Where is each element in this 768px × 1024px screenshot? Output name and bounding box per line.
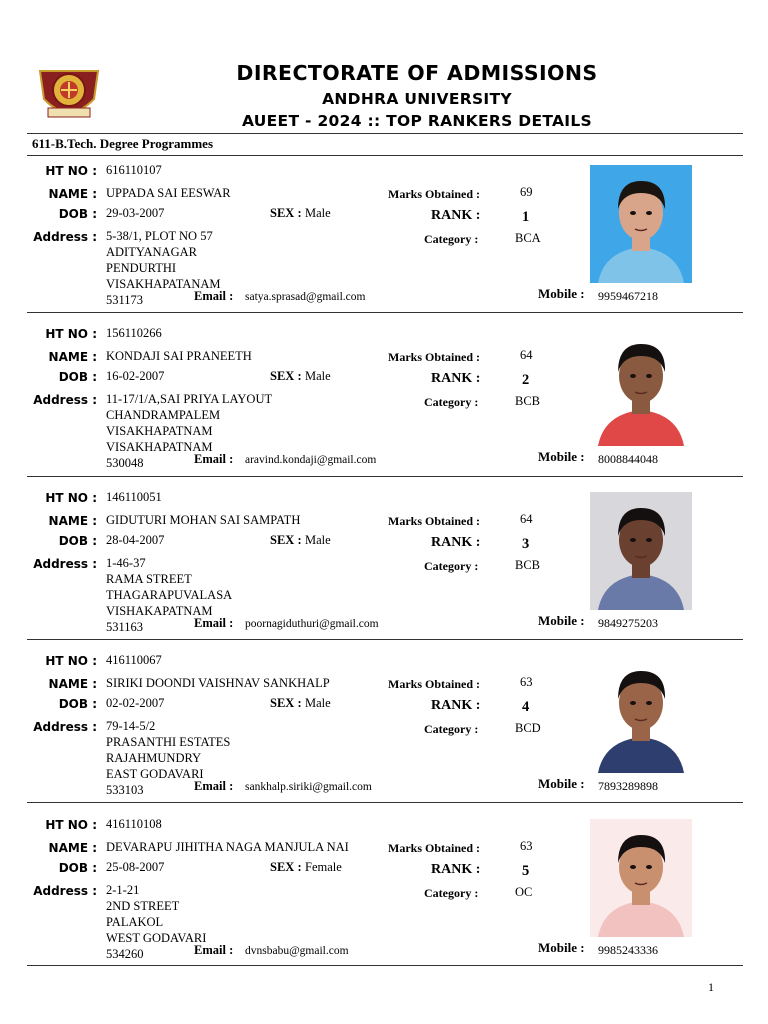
dob-value: 29-03-2007 xyxy=(106,206,165,220)
record-divider xyxy=(27,476,743,477)
address-line: 1-46-37 xyxy=(106,556,146,570)
ht-no-label: HT NO : xyxy=(45,491,97,505)
sex-value: Male xyxy=(305,369,331,383)
address-line: EAST GODAVARI xyxy=(106,767,204,781)
email-value: dvnsbabu@gmail.com xyxy=(245,945,349,957)
address-line: WEST GODAVARI xyxy=(106,931,207,945)
address-line: VISAKHAPATNAM xyxy=(106,424,213,438)
name-value: DEVARAPU JIHITHA NAGA MANJULA NAI xyxy=(106,840,349,854)
page-title: DIRECTORATE OF ADMISSIONS xyxy=(236,61,598,85)
category-value: BCA xyxy=(515,231,541,245)
sex-value: Male xyxy=(305,206,331,220)
marks-label: Marks Obtained : xyxy=(388,350,481,364)
rank-value: 4 xyxy=(522,699,530,715)
mobile-value: 8008844048 xyxy=(598,452,658,466)
sex-label: SEX : xyxy=(270,369,302,383)
candidate-photo xyxy=(590,328,692,446)
email-value: satya.sprasad@gmail.com xyxy=(245,291,366,303)
address-label: Address : xyxy=(33,393,97,407)
mobile-label: Mobile : xyxy=(538,613,585,628)
dob-value: 25-08-2007 xyxy=(106,860,165,874)
address-line: 533103 xyxy=(106,783,144,797)
address-line: THAGARAPUVALASA xyxy=(106,588,233,602)
record-divider xyxy=(27,965,743,966)
record-divider xyxy=(27,312,743,313)
rank-value: 1 xyxy=(522,209,530,225)
candidate-photo xyxy=(590,165,692,283)
name-label: NAME : xyxy=(48,514,97,528)
name-value: KONDAJI SAI PRANEETH xyxy=(106,349,252,363)
ht-no-value: 156110266 xyxy=(106,326,162,340)
name-value: SIRIKI DOONDI VAISHNAV SANKHALP xyxy=(106,676,330,690)
sex-label: SEX : xyxy=(270,206,302,220)
ht-no-value: 146110051 xyxy=(106,490,162,504)
university-name: ANDHRA UNIVERSITY xyxy=(322,90,512,108)
page-subtitle: AUEET - 2024 :: TOP RANKERS DETAILS xyxy=(241,112,593,130)
email-value: poornagiduthuri@gmail.com xyxy=(245,618,379,630)
address-line: PENDURTHI xyxy=(106,261,177,275)
category-label: Category : xyxy=(424,886,479,900)
name-value: GIDUTURI MOHAN SAI SAMPATH xyxy=(106,513,301,527)
address-line: PALAKOL xyxy=(106,915,164,929)
marks-label: Marks Obtained : xyxy=(388,841,481,855)
rank-label: RANK : xyxy=(431,208,481,223)
ranker-record xyxy=(0,160,768,323)
email-label: Email : xyxy=(194,289,234,303)
marks-label: Marks Obtained : xyxy=(388,514,481,528)
ht-no-value: 416110067 xyxy=(106,653,162,667)
email-label: Email : xyxy=(194,779,234,793)
address-line: RAJAHMUNDRY xyxy=(106,751,202,765)
rank-value: 5 xyxy=(522,863,530,879)
dob-label: DOB : xyxy=(58,534,97,548)
ranker-record xyxy=(0,487,768,650)
ht-no-value: 616110107 xyxy=(106,163,162,177)
address-line: VISAKHAPATANAM xyxy=(106,277,221,291)
address-line: 531163 xyxy=(106,620,144,634)
candidate-photo xyxy=(590,492,692,610)
category-label: Category : xyxy=(424,722,479,736)
mobile-value: 7893289898 xyxy=(598,779,658,793)
dob-value: 28-04-2007 xyxy=(106,533,165,547)
rank-label: RANK : xyxy=(431,698,481,713)
email-label: Email : xyxy=(194,943,234,957)
marks-value: 64 xyxy=(520,512,533,526)
marks-value: 69 xyxy=(520,185,533,199)
page-number: 1 xyxy=(708,980,714,994)
name-label: NAME : xyxy=(48,350,97,364)
email-value: sankhalp.siriki@gmail.com xyxy=(245,781,372,793)
program-divider xyxy=(27,155,743,156)
address-label: Address : xyxy=(33,720,97,734)
marks-value: 64 xyxy=(520,348,533,362)
dob-value: 02-02-2007 xyxy=(106,696,165,710)
address-line: VISAKHAPATNAM xyxy=(106,440,213,454)
address-line: VISHAKAPATNAM xyxy=(106,604,213,618)
mobile-label: Mobile : xyxy=(538,449,585,464)
address-label: Address : xyxy=(33,230,97,244)
ht-no-label: HT NO : xyxy=(45,327,97,341)
sex-label: SEX : xyxy=(270,860,302,874)
address-line: 11-17/1/A,SAI PRIYA LAYOUT xyxy=(106,392,273,406)
dob-label: DOB : xyxy=(58,861,97,875)
rank-value: 3 xyxy=(522,536,530,552)
candidate-photo xyxy=(590,655,692,773)
address-line: 534260 xyxy=(106,947,144,961)
name-label: NAME : xyxy=(48,841,97,855)
sex-label: SEX : xyxy=(270,696,302,710)
header-divider xyxy=(27,133,743,134)
address-label: Address : xyxy=(33,884,97,898)
address-line: CHANDRAMPALEM xyxy=(106,408,221,422)
marks-value: 63 xyxy=(520,675,533,689)
sex-value: Male xyxy=(305,533,331,547)
mobile-value: 9985243336 xyxy=(598,943,658,957)
record-divider xyxy=(27,802,743,803)
category-label: Category : xyxy=(424,232,479,246)
marks-label: Marks Obtained : xyxy=(388,187,481,201)
name-value: UPPADA SAI EESWAR xyxy=(106,186,231,200)
record-divider xyxy=(27,639,743,640)
category-value: BCB xyxy=(515,394,541,408)
ht-no-value: 416110108 xyxy=(106,817,162,831)
address-line: 530048 xyxy=(106,456,144,470)
name-label: NAME : xyxy=(48,187,97,201)
ht-no-label: HT NO : xyxy=(45,818,97,832)
mobile-label: Mobile : xyxy=(538,776,585,791)
program-heading: 611-B.Tech. Degree Programmes xyxy=(32,136,213,151)
address-line: 5-38/1, PLOT NO 57 xyxy=(106,229,213,243)
address-line: 2ND STREET xyxy=(106,899,180,913)
ranker-record xyxy=(0,650,768,813)
sex-value: Female xyxy=(305,860,342,874)
rank-label: RANK : xyxy=(431,535,481,550)
sex-value: Male xyxy=(305,696,331,710)
mobile-label: Mobile : xyxy=(538,940,585,955)
address-line: 79-14-5/2 xyxy=(106,719,156,733)
ht-no-label: HT NO : xyxy=(45,164,97,178)
ranker-record xyxy=(0,323,768,486)
category-label: Category : xyxy=(424,559,479,573)
name-label: NAME : xyxy=(48,677,97,691)
address-line: RAMA STREET xyxy=(106,572,192,586)
address-line: 531173 xyxy=(106,293,144,307)
category-value: BCB xyxy=(515,558,541,572)
address-line: PRASANTHI ESTATES xyxy=(106,735,231,749)
rank-value: 2 xyxy=(522,372,530,388)
email-label: Email : xyxy=(194,616,234,630)
email-label: Email : xyxy=(194,452,234,466)
candidate-photo xyxy=(590,819,692,937)
rank-label: RANK : xyxy=(431,862,481,877)
address-line: 2-1-21 xyxy=(106,883,140,897)
marks-value: 63 xyxy=(520,839,533,853)
address-label: Address : xyxy=(33,557,97,571)
category-value: OC xyxy=(515,885,533,899)
rank-label: RANK : xyxy=(431,371,481,386)
mobile-value: 9849275203 xyxy=(598,616,658,630)
category-label: Category : xyxy=(424,395,479,409)
dob-label: DOB : xyxy=(58,370,97,384)
sex-label: SEX : xyxy=(270,533,302,547)
address-line: ADITYANAGAR xyxy=(106,245,197,259)
ranker-record xyxy=(0,814,768,977)
mobile-value: 9959467218 xyxy=(598,289,658,303)
category-value: BCD xyxy=(515,721,541,735)
dob-label: DOB : xyxy=(58,207,97,221)
dob-label: DOB : xyxy=(58,697,97,711)
mobile-label: Mobile : xyxy=(538,286,585,301)
marks-label: Marks Obtained : xyxy=(388,677,481,691)
email-value: aravind.kondaji@gmail.com xyxy=(245,454,377,466)
dob-value: 16-02-2007 xyxy=(106,369,165,383)
ht-no-label: HT NO : xyxy=(45,654,97,668)
